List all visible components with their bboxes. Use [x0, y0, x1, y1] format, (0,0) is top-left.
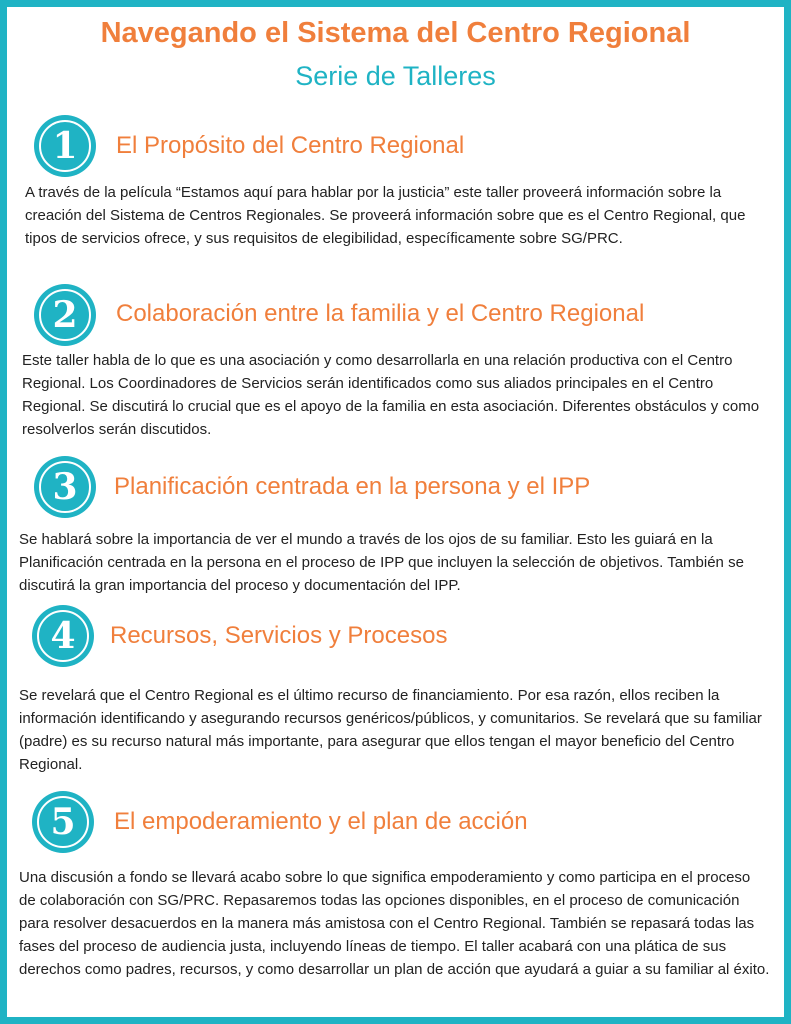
section-heading-2: Colaboración entre la familia y el Centro Regional: [116, 300, 645, 327]
section-heading-4: Recursos, Servicios y Procesos: [110, 622, 448, 649]
number-badge-3-icon: 3: [34, 456, 96, 518]
section-body-5: Una discusión a fondo se llevará acabo sobre lo que significa empoderamiento y como participa en el proceso de colaboración con SG/PRC. Repasaremos todas las opciones disponibles, en el proceso de comunicación para resolver desacuerdos en la manera más amistosa con el Centro Regional. También se repasará todas las fases del proceso de audiencia justa, incluyendo líneas de tiempo. El taller acabará con una plática de sus derechos como padres, recursos, y como desarrollar un plan de acción que ayudará a guiar a su familiar al éxito.: [19, 869, 770, 978]
page-subtitle: Serie de Talleres: [295, 61, 496, 91]
number-badge-2-icon: 2: [34, 284, 96, 346]
section-body-1: A través de la película “Estamos aquí para hablar por la justicia” este taller proveerá información sobre la creación del Sistema de Centros Regionales. Se proveerá información sobre que es el Centro Regional, que tipos de servicios ofrece, y sus requisitos de elegibilidad, específicamente sobre SG/PRC.: [25, 184, 746, 247]
section-body-2: Este taller habla de lo que es una asociación y como desarrollarla en una relación productiva con el Centro Regional. Los Coordinadores de Servicios serán identificados como sus aliados principales en el Centro Regional. Se discutirá lo crucial que es el apoyo de la familia en esta asociación. Diferentes obstáculos y como resolverlos serán discutidos.: [22, 352, 760, 438]
number-badge-1-icon: 1: [34, 115, 96, 177]
section-heading-1: El Propósito del Centro Regional: [116, 132, 465, 159]
section-body-3: Se hablará sobre la importancia de ver el mundo a través de los ojos de su familiar. Esto les guiará en la Planificación centrada en la persona en el proceso de IPP que incluyen la selección de objetivos. También se discutirá la gran importancia del proceso y documentación del IPP.: [19, 531, 744, 594]
section-body-4: Se revelará que el Centro Regional es el último recurso de financiamiento. Por esa razón, ellos reciben la información identificando y asegurando recursos genéricos/públicos, y comunitarios. Se revelará que su familiar (padre) es su recurso natural más importante, para asegurar que ellos tengan el mayor beneficio del Centro Regional.: [19, 687, 762, 773]
page-title: Navegando el Sistema del Centro Regional: [100, 17, 691, 49]
number-badge-5-icon: 5: [32, 791, 94, 853]
number-badge-4-icon: 4: [32, 605, 94, 667]
section-heading-3: Planificación centrada en la persona y el IPP: [114, 473, 591, 500]
section-heading-5: El empoderamiento y el plan de acción: [114, 808, 528, 835]
